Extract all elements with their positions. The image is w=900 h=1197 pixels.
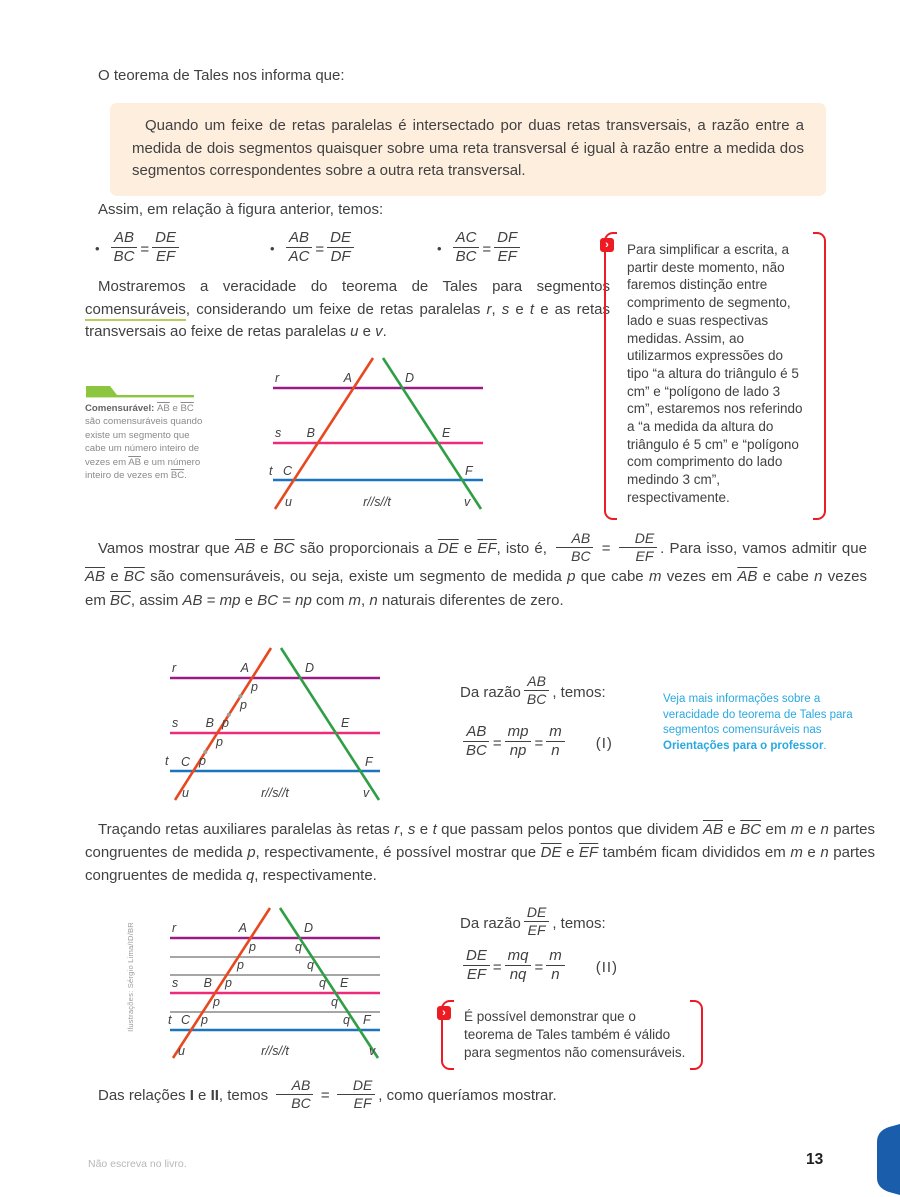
label-B: B — [205, 716, 214, 730]
equation-II-body: $\frac{DE}{EF}$ = $\frac{mq}{nq}$ = $\frac{m}{n}$ — [460, 950, 568, 985]
equation-II-label: (II) — [595, 958, 619, 976]
footer-note: Não escreva no livro. — [88, 1158, 187, 1170]
da-razao-2-lead: Da razão $\frac{DE}{EF}$ , temos: — [460, 904, 606, 938]
label-t: t — [168, 1013, 172, 1027]
equation-bullet-3 — [437, 229, 523, 267]
sidebar-note-text: Comensurável: $\overline{AB}$ e $\overline{BC}$ são comensuráveis quando existe um segmento que cabe um número inteiro de vezes em $\overline{AB}$ e um número inteiro de vezes em $\overline{BC}$. — [85, 403, 203, 482]
equation-I-label: (I) — [595, 734, 613, 752]
label-E: E — [340, 976, 349, 990]
label-q: q — [343, 1013, 350, 1027]
label-parallel: r//s//t — [261, 786, 289, 800]
equation-2: $\frac{AB}{AC}$ = $\frac{DE}{DF}$ — [283, 232, 357, 267]
page-number: 13 — [806, 1151, 824, 1168]
label-t: t — [165, 754, 169, 768]
label-r: r — [275, 371, 280, 385]
transversal-u — [173, 908, 270, 1058]
label-parallel: r//s//t — [261, 1044, 289, 1058]
label-A: A — [343, 371, 352, 385]
equation-bullet-2 — [270, 229, 357, 267]
label-p: p — [240, 698, 247, 712]
equation-3: $\frac{AC}{BC}$ = $\frac{DF}{EF}$ — [450, 232, 524, 267]
margin-note-simplificar — [604, 232, 826, 520]
label-parallel: r//s//t — [363, 495, 391, 509]
paragraph-tracando: Traçando retas auxiliares paralelas às retas r, s e t que passam pelos pontos que dividem $\overline{AB}$ e $\overline{BC}$ em m e n partes congruentes de medida p, respectivamente, é possível mostrar que $\overline{DE}$ e $\overline{EF}$ também ficam divididos em m e n partes congruentes de medida q, respectivamente. — [85, 821, 875, 884]
label-F: F — [363, 1013, 371, 1027]
figure-parallel-lines-3 — [128, 898, 458, 1080]
theorem-box-text: Quando um feixe de retas paralelas é intersectado por duas retas transversais, a razão entre a medida de dois segmentos quaisquer sobre uma reta transversal é igual à razão entre a medida dos segmentos correspondentes sobre a outra reta transversal. — [132, 117, 804, 179]
margin-note-text: É possível demonstrar que o teorema de Tales também é válido para segmentos não comensuráveis. — [464, 1009, 686, 1060]
figure-parallel-lines-1 — [255, 352, 545, 524]
label-A: A — [240, 661, 249, 675]
bullet-icon: • — [95, 240, 100, 256]
label-C: C — [180, 755, 190, 769]
label-q: q — [319, 976, 326, 990]
label-A: A — [238, 921, 247, 935]
label-v: v — [369, 1044, 376, 1058]
label-u: u — [285, 495, 292, 509]
figure-parallel-lines-2 — [150, 643, 460, 818]
red-bracket-right — [813, 232, 826, 520]
label-C: C — [180, 1013, 190, 1027]
transversal-v — [383, 358, 481, 509]
page-tab-icon — [877, 1122, 900, 1197]
paragraph-vamos: Vamos mostrar que $\overline{AB}$ e $\overline{BC}$ são proporcionais a $\overline{DE}$ e $\overline{EF}$, isto é, $\frac{AB}{BC}$ = $\frac{DE}{EF}$ . Para isso, vamos admitir que $\overline{AB}$ e $\overline{BC}$ são comensuráveis, ou seja, existe um segmento de medida p que cabe m vezes em $\overline{AB}$ e cabe n vezes em $\overline{BC}$, assim AB = mp e BC = np com m, n naturais diferentes de zero. — [85, 530, 867, 609]
bullet-icon: • — [437, 240, 442, 256]
equation-I-body: $\frac{AB}{BC}$ = $\frac{mp}{np}$ = $\frac{m}{n}$ — [460, 726, 568, 761]
label-r: r — [172, 921, 177, 935]
label-p: p — [222, 716, 229, 730]
label-s: s — [275, 426, 282, 440]
label-s: s — [172, 976, 179, 990]
da-razao-1-lead: Da razão $\frac{AB}{BC}$ , temos: — [460, 673, 606, 707]
label-F: F — [365, 755, 373, 769]
label-p: p — [225, 976, 232, 990]
margin-note-nao-comensuraveis — [441, 1000, 703, 1070]
paragraph-final: Das relações I e II, temos $\frac{AB}{BC}$ = $\frac{DE}{EF}$ , como queríamos mostrar. — [98, 1077, 557, 1111]
paragraph-mostraremos: Mostraremos a veracidade do teorema de Tales para segmentos comensuráveis, considerando um feixe de retas paralelas r, s e t e as retas transversais ao feixe de retas paralelas u e v. — [85, 278, 610, 340]
green-flag-icon — [85, 386, 197, 399]
label-q: q — [307, 958, 314, 972]
margin-note-text: Para simplificar a escrita, a partir deste momento, não faremos distinção entre comprimento de segmento, lado e suas respectivas medidas. Assim, ao utilizarmos expressões do tipo “a altura do triângulo é 5 cm” e “polígono de lado 3 cm”, estaremos nos referindo a “a medida da altura do triângulo é 5 cm” e “polígono com comprimento do lado medindo 3 cm”, respectivamente. — [627, 242, 803, 505]
label-F: F — [465, 464, 473, 478]
equation-II — [460, 947, 619, 985]
label-D: D — [305, 661, 315, 675]
bullet-icon: • — [270, 240, 275, 256]
label-p: p — [251, 680, 258, 694]
label-q: q — [295, 940, 302, 954]
theorem-box — [110, 103, 826, 196]
sidebar-note-comensuravel — [85, 386, 205, 482]
label-p: p — [201, 1013, 208, 1027]
equation-bullet-1 — [95, 229, 182, 267]
label-r: r — [172, 661, 177, 675]
label-p: p — [216, 735, 223, 749]
blue-note-professor: Veja mais informações sobre a veracidade do teorema de Tales para segmentos comensuráveis nas Orientações para o professor. — [663, 693, 853, 752]
label-v: v — [363, 786, 370, 800]
label-D: D — [304, 921, 314, 935]
arrow-chip-icon: › — [600, 238, 614, 252]
intro-line: O teorema de Tales nos informa que: — [98, 67, 345, 84]
label-p: p — [237, 958, 244, 972]
transversal-u — [275, 358, 373, 509]
label-u: u — [178, 1044, 185, 1058]
label-E: E — [442, 426, 451, 440]
label-B: B — [306, 426, 315, 440]
label-B: B — [203, 976, 212, 990]
label-p: p — [249, 940, 256, 954]
label-v: v — [464, 495, 471, 509]
equation-I — [460, 723, 613, 761]
label-p: p — [213, 995, 220, 1009]
label-p: p — [199, 754, 206, 768]
label-C: C — [282, 464, 292, 478]
assim-line: Assim, em relação à figura anterior, temos: — [98, 201, 384, 218]
label-s: s — [172, 716, 179, 730]
red-bracket-left — [604, 232, 617, 520]
red-bracket-right — [690, 1000, 703, 1070]
label-t: t — [269, 464, 273, 478]
equation-1: $\frac{AB}{BC}$ = $\frac{DE}{EF}$ — [108, 232, 182, 267]
illustration-credit: Ilustrações: Sérgio Lima/ID/BR — [126, 922, 135, 1032]
label-E: E — [341, 716, 350, 730]
label-u: u — [182, 786, 189, 800]
label-q: q — [331, 995, 338, 1009]
label-D: D — [405, 371, 415, 385]
transversal-v — [281, 648, 379, 800]
arrow-chip-icon: › — [437, 1006, 451, 1020]
transversal-v — [280, 908, 378, 1058]
